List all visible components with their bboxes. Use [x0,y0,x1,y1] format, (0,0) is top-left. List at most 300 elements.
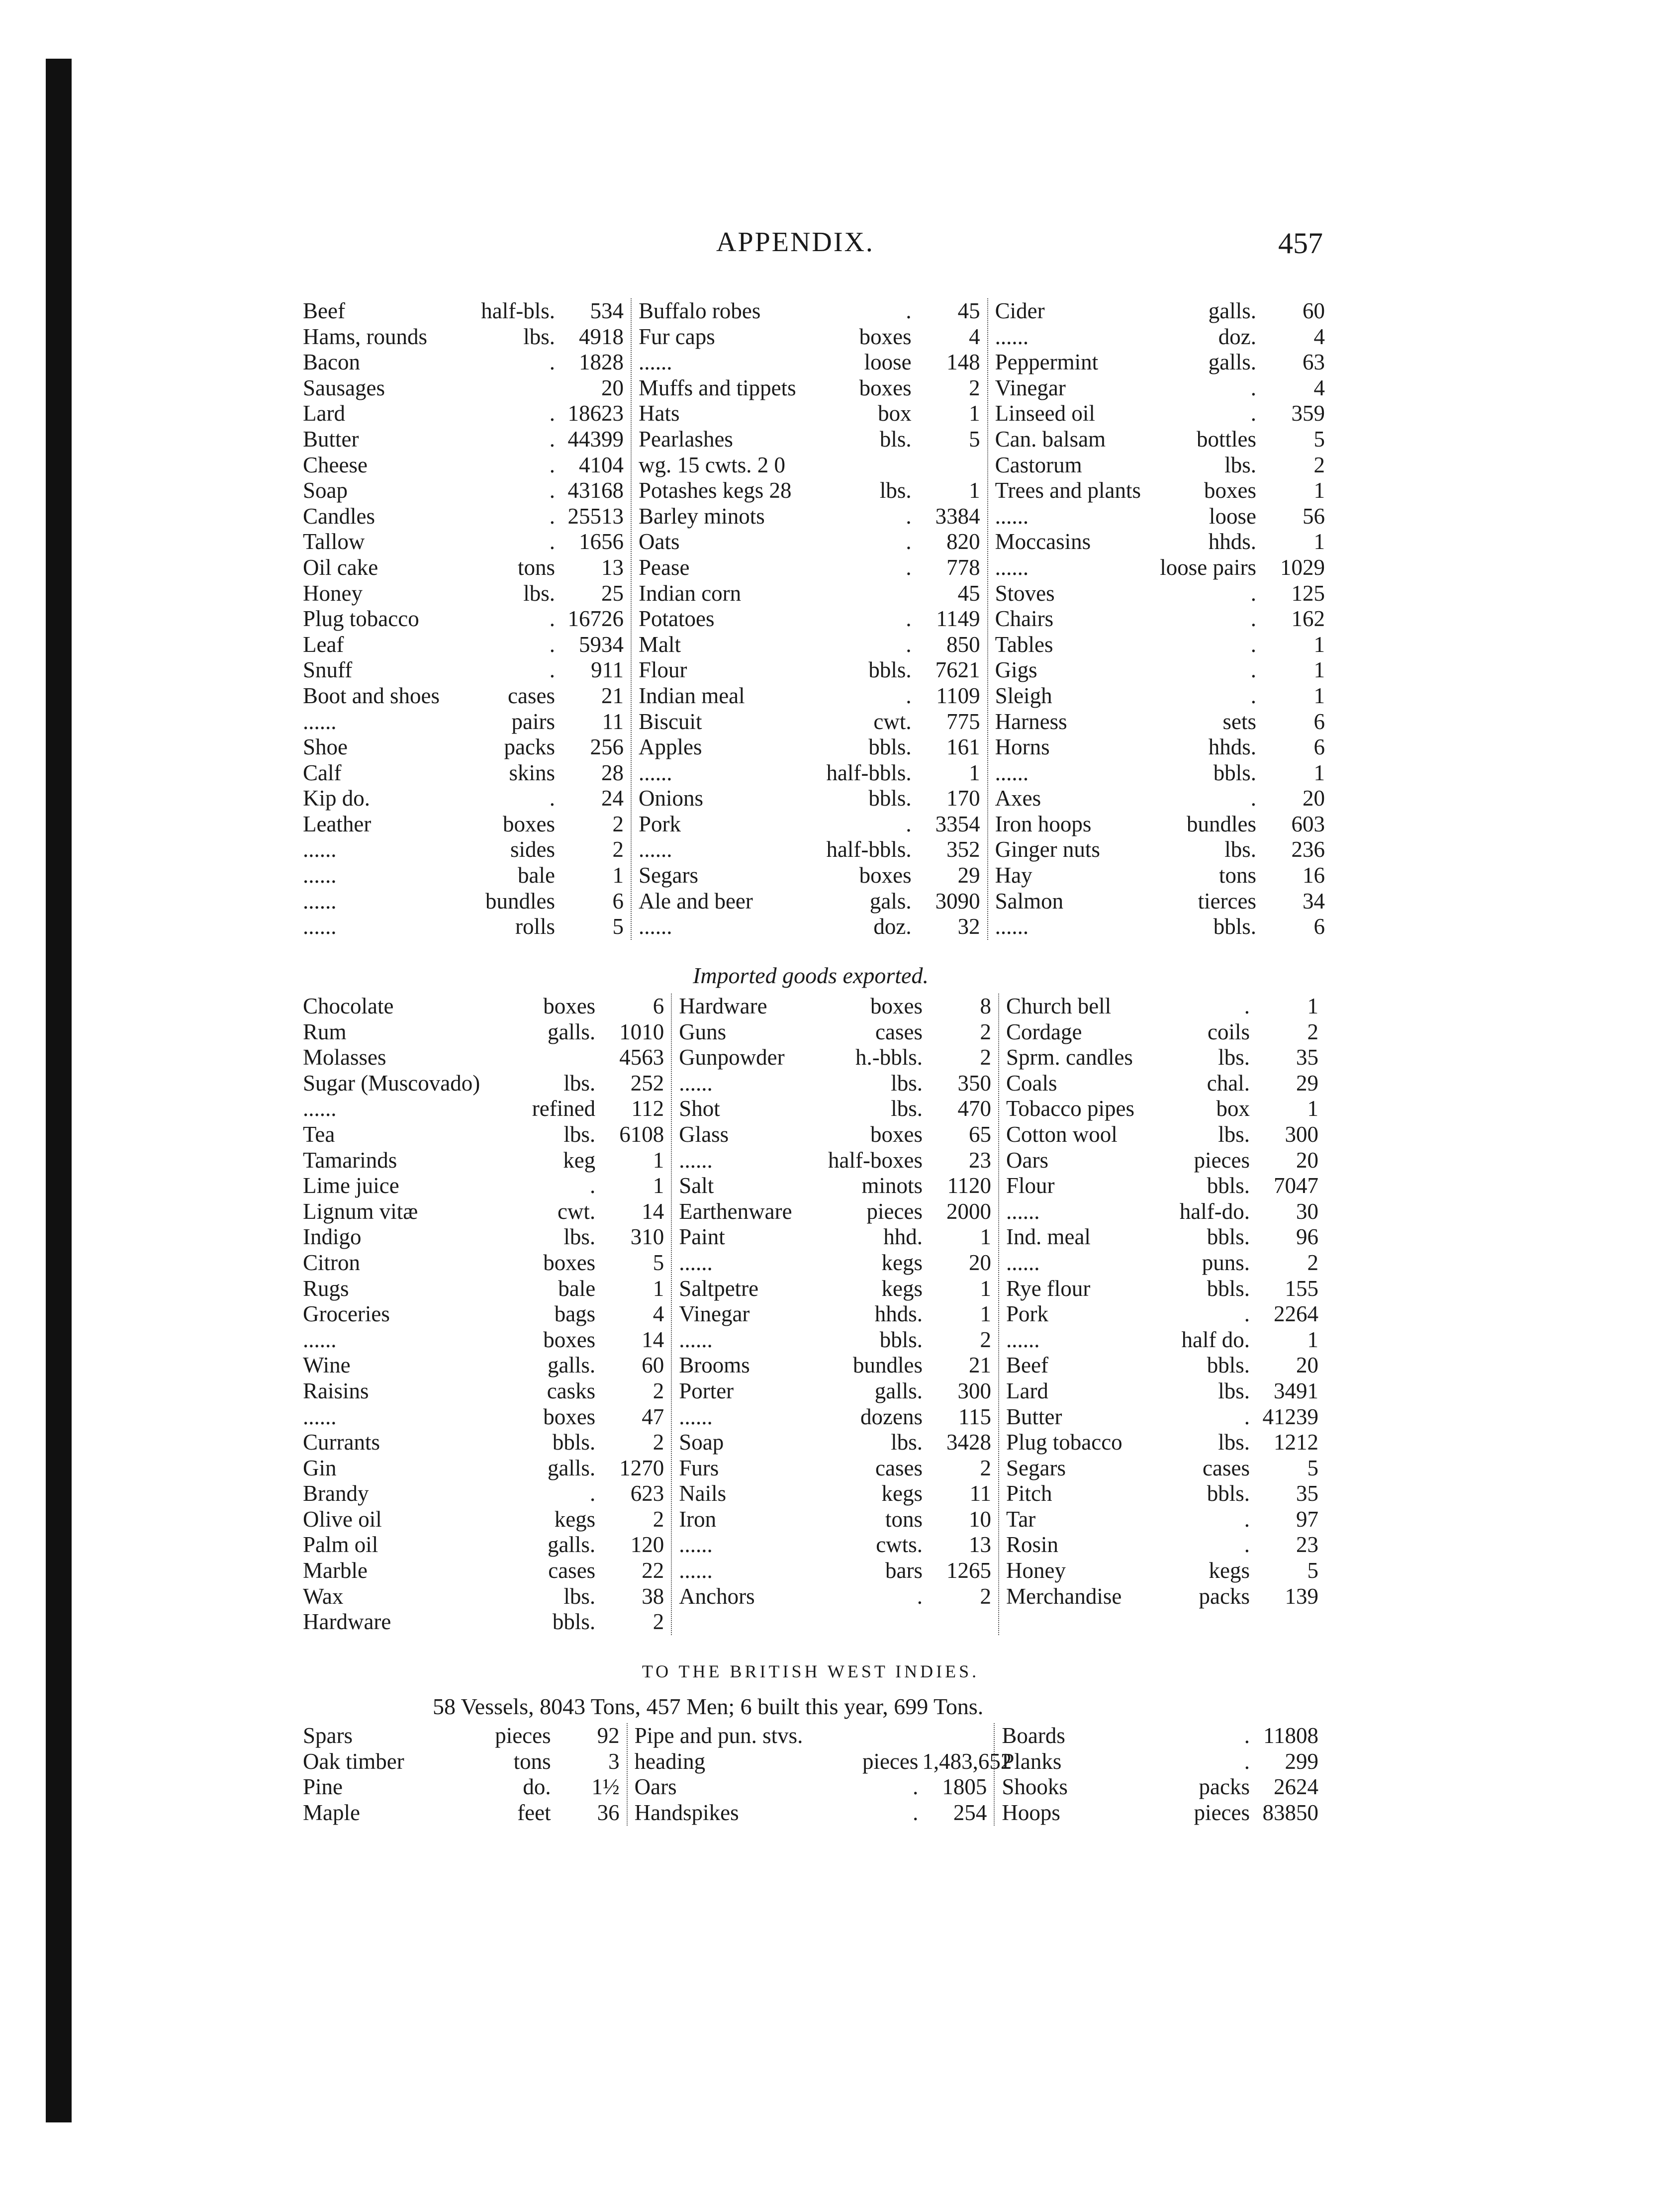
table-row [635,1723,987,1749]
item-name: Castorum [995,452,1082,477]
item-unit: galls. [874,1378,923,1403]
item-unit: pieces [866,1198,923,1224]
page-spine-edge [46,59,72,2122]
table-row [995,606,1325,632]
item-quantity: 300 [957,1378,991,1403]
item-name: ...... [679,1327,713,1352]
table-row [303,1019,664,1045]
item-quantity: 1029 [1280,554,1325,580]
item-unit: kegs [554,1506,596,1532]
item-name: ...... [995,554,1029,580]
table-row [303,504,624,530]
item-quantity: 92 [597,1723,620,1748]
item-quantity: 820 [946,529,980,554]
item-name: Indian meal [639,683,745,708]
table-row [1006,1071,1318,1097]
item-name: Horns [995,734,1050,760]
item-quantity: 1 [969,478,980,503]
item-unit: . [549,606,555,632]
item-name: Nails [679,1481,727,1506]
item-unit: cwts. [876,1532,923,1558]
item-unit: bbls. [1207,1224,1250,1250]
item-unit: lbs. [891,1070,923,1096]
item-name: Hams, rounds [303,324,427,349]
table-row [303,606,624,632]
item-quantity: 45 [957,298,980,323]
item-unit: lbs. [1224,837,1256,862]
item-quantity: 32 [957,914,980,939]
item-name: Apples [639,734,702,760]
item-unit: . [906,683,912,708]
item-quantity: 21 [601,683,624,708]
item-name: Gin [303,1455,337,1480]
table-row [1006,1122,1318,1148]
item-unit: . [1250,683,1256,708]
item-unit: cases [508,683,555,708]
item-unit: bottles [1196,426,1256,452]
item-quantity: 1 [1307,1096,1318,1121]
page-number: 457 [1278,227,1323,260]
item-name: ...... [303,888,337,914]
item-name: ...... [303,914,337,939]
item-unit: lbs. [563,1583,596,1609]
table-row [995,581,1325,607]
item-quantity: 25 [601,580,624,606]
table-row [995,786,1325,812]
item-quantity: 43168 [567,478,624,503]
item-name: Gunpowder [679,1045,785,1070]
table-row [303,1723,620,1749]
table-row [995,914,1325,940]
item-unit: lbs. [1218,1121,1250,1147]
item-unit: tons [513,1748,551,1774]
item-name: Honey [303,580,363,606]
table-row [303,1122,664,1148]
item-unit: tierces [1198,888,1256,914]
item-name: Axes [995,786,1041,811]
item-quantity: 1 [653,1147,664,1173]
table-column [296,298,631,940]
item-quantity: 775 [946,709,980,734]
item-quantity: 35 [1296,1481,1318,1506]
table-row [679,1353,991,1378]
item-quantity: 16726 [567,606,624,632]
table-row [1006,1096,1318,1122]
item-unit: bundles [1186,811,1256,836]
table-row [639,734,980,760]
item-name: Boards [1002,1723,1065,1748]
item-quantity: 352 [946,837,980,862]
item-quantity: 20 [1302,786,1325,811]
item-unit [1134,1609,1254,1635]
table-row [679,1481,991,1507]
table-row [679,1430,991,1456]
item-quantity: 30 [1296,1198,1318,1224]
item-quantity: 1 [980,1224,991,1250]
item-quantity [922,1723,987,1749]
item-name: Raisins [303,1378,369,1403]
item-name: Gigs [995,657,1037,683]
item-name: Indigo [303,1224,362,1250]
item-name: Ale and beer [639,888,753,914]
table-row [639,504,980,530]
table-row [995,657,1325,683]
table-row [639,889,980,915]
item-name: Guns [679,1019,727,1044]
item-quantity: 1 [1313,683,1325,708]
item-quantity: 300 [1285,1121,1318,1147]
item-quantity: 1212 [1274,1430,1318,1455]
item-unit: bags [554,1301,596,1327]
item-name: Cotton wool [1006,1121,1118,1147]
table-row [639,478,980,504]
table-row [303,1456,664,1481]
table-row [1006,1327,1318,1353]
item-unit: loose [1209,503,1256,529]
table-row [303,863,624,889]
item-name: Barley minots [639,503,765,529]
table-row [1006,1019,1318,1045]
table-row [303,427,624,453]
item-unit: rolls [515,914,555,939]
item-unit: packs [504,734,555,760]
table-row [639,709,980,735]
item-unit: do. [523,1774,551,1800]
item-quantity: 1 [653,1173,664,1198]
table-row [995,401,1325,427]
item-unit: galls. [547,1532,596,1558]
table-row [303,1327,664,1353]
item-unit: cwt. [873,709,912,734]
table-row [995,478,1325,504]
table-row [639,427,980,453]
item-quantity: 13 [968,1532,991,1558]
item-unit: pieces [1194,1800,1250,1825]
item-quantity: 22 [642,1558,664,1583]
item-name: Fur caps [639,324,715,349]
item-name: Biscuit [639,709,702,734]
item-name: Paint [679,1224,725,1250]
item-quantity: 3 [608,1748,620,1774]
item-unit [803,1723,922,1749]
table-row [303,657,624,683]
table-row [303,581,624,607]
item-quantity: 155 [1285,1276,1318,1301]
item-unit: refined [532,1096,596,1121]
item-name: Leather [303,811,372,836]
table-row [679,1584,991,1610]
item-quantity: 125 [1291,580,1325,606]
item-unit: . [549,401,555,426]
item-quantity: 41239 [1262,1404,1318,1429]
item-unit: doz. [1218,324,1256,349]
table-row [1006,1404,1318,1430]
item-quantity: 3354 [935,811,980,836]
table-row [303,889,624,915]
table-row [1006,1301,1318,1327]
item-name: Lard [303,401,345,426]
item-name: Church bell [1006,994,1112,1018]
item-quantity: 36 [597,1800,620,1825]
item-unit: bbls. [1207,1353,1250,1378]
item-quantity: 4 [969,324,980,349]
item-quantity: 1828 [579,350,624,375]
table-column [671,994,998,1635]
item-unit: lbs. [891,1430,923,1455]
item-quantity: 254 [953,1800,987,1825]
item-quantity: 6 [1313,914,1325,939]
item-unit: lbs. [563,1224,596,1250]
imported-goods-heading: Imported goods exported. [693,963,929,988]
item-name: Plug tobacco [303,606,419,632]
table-row [679,1250,991,1276]
table-row [679,1122,991,1148]
table-row [639,657,980,683]
table-row [1006,1353,1318,1378]
item-unit: boxes [870,1121,923,1147]
item-name: Rye flour [1006,1276,1091,1301]
item-unit: . [549,350,555,375]
table-row [635,1774,987,1800]
item-quantity: 35 [1296,1045,1318,1070]
table-row [995,504,1325,530]
item-name: Rugs [303,1276,349,1301]
item-name: Planks [1002,1748,1062,1774]
item-unit: hhds. [1208,734,1256,760]
item-name: Hats [639,401,680,426]
item-unit: hhd. [883,1224,923,1250]
item-unit: boxes [870,994,923,1018]
item-unit: . [549,426,555,452]
item-unit: bbls. [1207,1276,1250,1301]
item-quantity [916,453,980,478]
item-name: Pork [639,811,681,836]
item-quantity: 623 [630,1481,664,1506]
item-unit: chal. [1207,1070,1250,1096]
item-quantity: 1656 [579,529,624,554]
item-name: Tamarinds [303,1147,397,1173]
item-quantity: 2 [1313,452,1325,477]
item-name: Flour [1006,1173,1055,1198]
item-unit: lbs. [563,1121,596,1147]
table-column [627,1723,1012,1826]
item-name: Pine [303,1774,343,1800]
table-row [1006,1507,1318,1533]
item-quantity: 170 [946,786,980,811]
item-unit: . [589,1481,596,1506]
item-unit: pieces [1194,1147,1250,1173]
table-row [303,1045,664,1071]
imported-goods-table [296,994,1325,1635]
table-row [303,1609,664,1635]
item-unit: loose pairs [1160,554,1256,580]
table-row [679,1378,991,1404]
item-name: Sleigh [995,683,1052,708]
table-row [303,350,624,375]
item-name: Candles [303,503,375,529]
table-row [303,1199,664,1225]
table-row [679,1173,991,1199]
item-name: Citron [303,1250,361,1275]
item-name: Sausages [303,375,385,400]
item-quantity: 11808 [1263,1723,1319,1748]
item-name: Brooms [679,1353,750,1378]
running-title: APPENDIX. [716,227,874,258]
item-name: Lime juice [303,1173,399,1198]
item-quantity: 2 [1307,1250,1318,1275]
item-unit: cases [548,1558,596,1583]
table-row [303,1148,664,1174]
item-name: Muffs and tippets [639,375,796,400]
item-unit: bundles [852,1353,923,1378]
item-name: ...... [995,914,1029,939]
item-name: Beef [303,298,345,323]
item-quantity: 1 [1313,632,1325,657]
item-quantity: 8 [980,994,991,1018]
item-quantity: 16 [1302,863,1325,888]
table-row [995,837,1325,863]
table-row [679,1609,991,1635]
table-row [303,1301,664,1327]
item-unit: . [913,1774,919,1800]
table-row [679,1558,991,1584]
table-row [995,298,1325,324]
table-row [679,1456,991,1481]
item-name: Shot [679,1096,720,1121]
item-name: Hoops [1002,1800,1060,1825]
item-name: Harness [995,709,1067,734]
item-quantity: 7047 [1274,1173,1318,1198]
item-quantity: 148 [946,350,980,375]
item-name [679,1609,807,1635]
table-row [303,1250,664,1276]
item-quantity: 47 [642,1404,664,1429]
table-row [679,1148,991,1174]
table-row [303,760,624,786]
item-name: ...... [303,709,337,734]
table-row [995,760,1325,786]
table-column [998,994,1325,1635]
item-name: ...... [679,1558,713,1583]
item-unit: lbs. [879,478,912,503]
item-unit: . [906,298,912,323]
table-row [995,734,1325,760]
item-quantity: 1,483,652 [922,1748,1012,1774]
item-quantity: 14 [642,1198,664,1224]
item-quantity: 20 [601,375,624,400]
item-unit: hhds. [1208,529,1256,554]
item-quantity: 2 [980,1045,991,1070]
item-name: Coals [1006,1070,1057,1096]
item-quantity: 1120 [947,1173,991,1198]
item-name: Flour [639,657,687,683]
item-unit: pairs [511,709,555,734]
table-row [995,375,1325,401]
table-row [1002,1723,1318,1749]
item-quantity: 534 [590,298,624,323]
item-unit: . [906,606,912,632]
item-quantity: 5 [1307,1455,1318,1480]
item-unit: . [549,478,555,503]
item-quantity: 2 [980,1583,991,1609]
item-quantity: 5 [969,426,980,452]
item-quantity: 5934 [579,632,624,657]
item-quantity: 6 [1313,709,1325,734]
item-quantity: 911 [591,657,624,683]
table-row [1006,1378,1318,1404]
item-quantity: 1 [1307,1327,1318,1352]
table-row [303,786,624,812]
item-quantity: 60 [642,1353,664,1378]
item-unit: box [1216,1096,1250,1121]
item-name: Saltpetre [679,1276,759,1301]
table-row [303,1774,620,1800]
table-row [303,914,624,940]
item-unit: . [906,811,912,836]
table-row [303,1481,664,1507]
table-row [995,453,1325,478]
item-quantity: 2 [980,1019,991,1044]
item-quantity: 4 [1313,324,1325,349]
item-quantity: 778 [946,554,980,580]
item-quantity: 63 [1302,350,1325,375]
table-row [679,1199,991,1225]
item-quantity: 161 [946,734,980,760]
item-quantity: 96 [1296,1224,1318,1250]
item-name: Leaf [303,632,344,657]
item-quantity: 4104 [579,452,624,477]
table-row [303,1096,664,1122]
item-name: Beef [1006,1353,1048,1378]
item-unit: bbls. [1213,914,1256,939]
table-row [639,914,980,940]
item-unit: casks [547,1378,596,1403]
item-unit: tons [1218,863,1256,888]
item-quantity: 6 [653,994,664,1018]
item-name: Iron hoops [995,811,1092,836]
item-unit: bbls. [1207,1173,1250,1198]
item-name: Rum [303,1019,347,1044]
item-unit: . [1244,1506,1250,1532]
item-unit: kegs [881,1250,923,1275]
table-row [303,478,624,504]
item-name: Tables [995,632,1053,657]
table-row [303,1532,664,1558]
table-row [679,1276,991,1302]
item-unit [796,581,916,607]
table-row [1006,1045,1318,1071]
item-name: Rosin [1006,1532,1059,1558]
item-name: Peppermint [995,350,1099,375]
item-name: Iron [679,1506,717,1532]
item-unit: lbs. [523,324,555,349]
item-name: Boot and shoes [303,683,440,708]
item-name: Hardware [303,1609,391,1635]
item-unit: . [549,503,555,529]
item-unit: kegs [881,1276,923,1301]
item-unit: bale [518,863,555,888]
item-unit: cases [1203,1455,1250,1480]
item-quantity: 2 [969,375,980,400]
item-unit: . [1244,1301,1250,1327]
item-name: Currants [303,1430,380,1455]
table-row [639,555,980,581]
item-name: ...... [303,1404,337,1429]
table-column [994,1723,1325,1826]
item-unit: . [549,657,555,683]
item-quantity: 20 [1296,1147,1318,1173]
item-quantity: 120 [630,1532,664,1558]
